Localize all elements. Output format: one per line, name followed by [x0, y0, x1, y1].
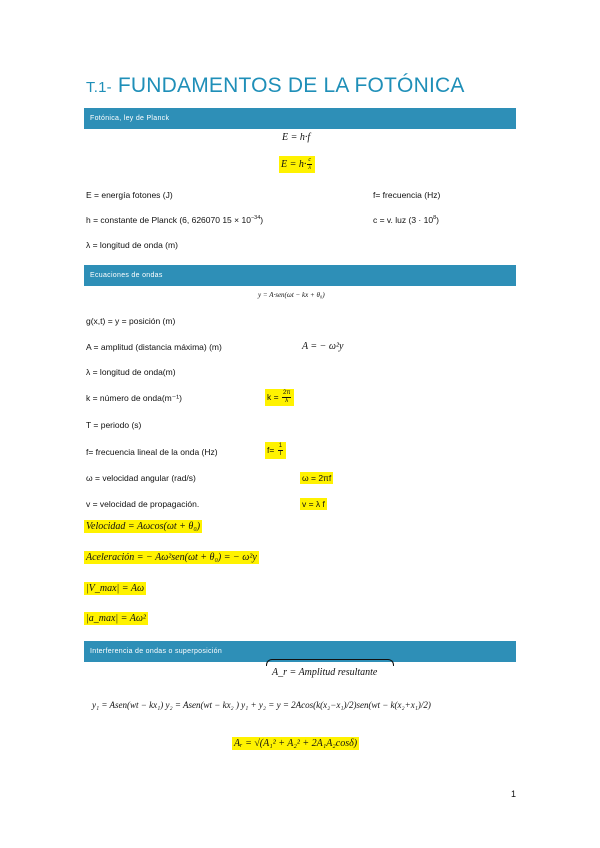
page-number: 1 [510, 789, 516, 799]
resultant-amplitude-label: A_r = Amplitud resultante [272, 667, 378, 678]
h-close: ) [260, 215, 264, 225]
propagation-velocity-definition: v = velocidad de propagación. [86, 499, 200, 509]
eq-left: E = h· [281, 158, 307, 170]
frequency-definition: f= frecuencia (Hz) [373, 190, 441, 200]
max-velocity-equation: |V_max| = Aω [86, 583, 145, 594]
velocity-equation: Velocidad = Aωcos(ωt + θ₀) [86, 521, 201, 532]
h-exp: −34 [250, 215, 261, 222]
angular-velocity-definition: ω = velocidad angular (rad/s) [86, 473, 196, 483]
frac-num: c [308, 157, 312, 163]
overbrace [266, 659, 394, 666]
resultant-amplitude-equation: Aᵣ = √(A₁² + A₂² + 2A₁A₂cosδ) [234, 738, 358, 749]
period-definition: T = periodo (s) [86, 420, 142, 430]
title-prefix: T.1- [86, 79, 112, 96]
max-acceleration-equation: |a_max| = Aω² [86, 613, 146, 624]
wave-equation: y = A·sen(ωt − kx + θ₀) [258, 291, 325, 299]
fraction-1-T [278, 443, 283, 458]
frac-den: λ [308, 165, 311, 171]
c-close: ) [436, 215, 439, 225]
energy-definition: E = energía fotones (J) [86, 190, 173, 200]
wavelength-definition: λ = longitud de onda (m) [86, 240, 178, 250]
title-text: FUNDAMENTOS DE LA FOTÓNICA [117, 74, 465, 97]
page-title [86, 74, 465, 98]
frac-num: 1 [278, 443, 283, 449]
planck-equation-wavelength [279, 156, 315, 173]
c-text: c = v. luz (3 · 10 [373, 215, 434, 225]
frac-den: λ [285, 398, 289, 404]
linear-frequency-definition: f= frecuencia lineal de la onda (Hz) [86, 447, 218, 457]
f-left: f= [267, 444, 277, 455]
frac-num: 2π [282, 390, 291, 396]
frequency-equation [265, 442, 286, 459]
position-definition: g(x,t) = y = posición (m) [86, 316, 176, 326]
angular-velocity-equation: ω = 2πf [302, 473, 332, 483]
frac-den: T [278, 451, 283, 457]
section-header-waves: Ecuaciones de ondas [84, 265, 516, 286]
amplitude-equation: A = − ω²y [302, 341, 344, 352]
section-header-interference: Interferencia de ondas o superposición [84, 641, 516, 662]
c-exp: 8 [433, 215, 437, 222]
wavenumber-definition: k = número de onda(m⁻¹) [86, 393, 182, 403]
planck-constant-definition [86, 215, 263, 225]
amplitude-definition: A = amplitud (distancia máxima) (m) [86, 342, 222, 352]
light-speed-definition [373, 215, 439, 225]
superposition-equation: y₁ = Asen(wt − kx₁) y₂ = Asen(wt − kx₂ ) y₁ + y₂ = y = 2Acos(k(x₂−x₁)/2)sen(wt − k(x₂+x₁)/2) [92, 700, 431, 710]
wavenumber-equation [265, 389, 294, 406]
planck-equation: E = h·f [282, 132, 311, 143]
fraction-2pi-lambda [282, 390, 291, 405]
propagation-velocity-equation: v = λ f [302, 499, 325, 509]
section-header-planck: Fotónica, ley de Planck [84, 108, 516, 129]
k-left: k = [267, 391, 281, 402]
acceleration-equation: Aceleración = − Aω²sen(ωt + θ₀) = − ω²y [86, 552, 257, 563]
fraction-c-lambda [307, 157, 312, 172]
wavelength-definition-2: λ = longitud de onda(m) [86, 367, 176, 377]
h-text: h = constante de Planck (6, 626070 15 × 10 [86, 215, 251, 225]
